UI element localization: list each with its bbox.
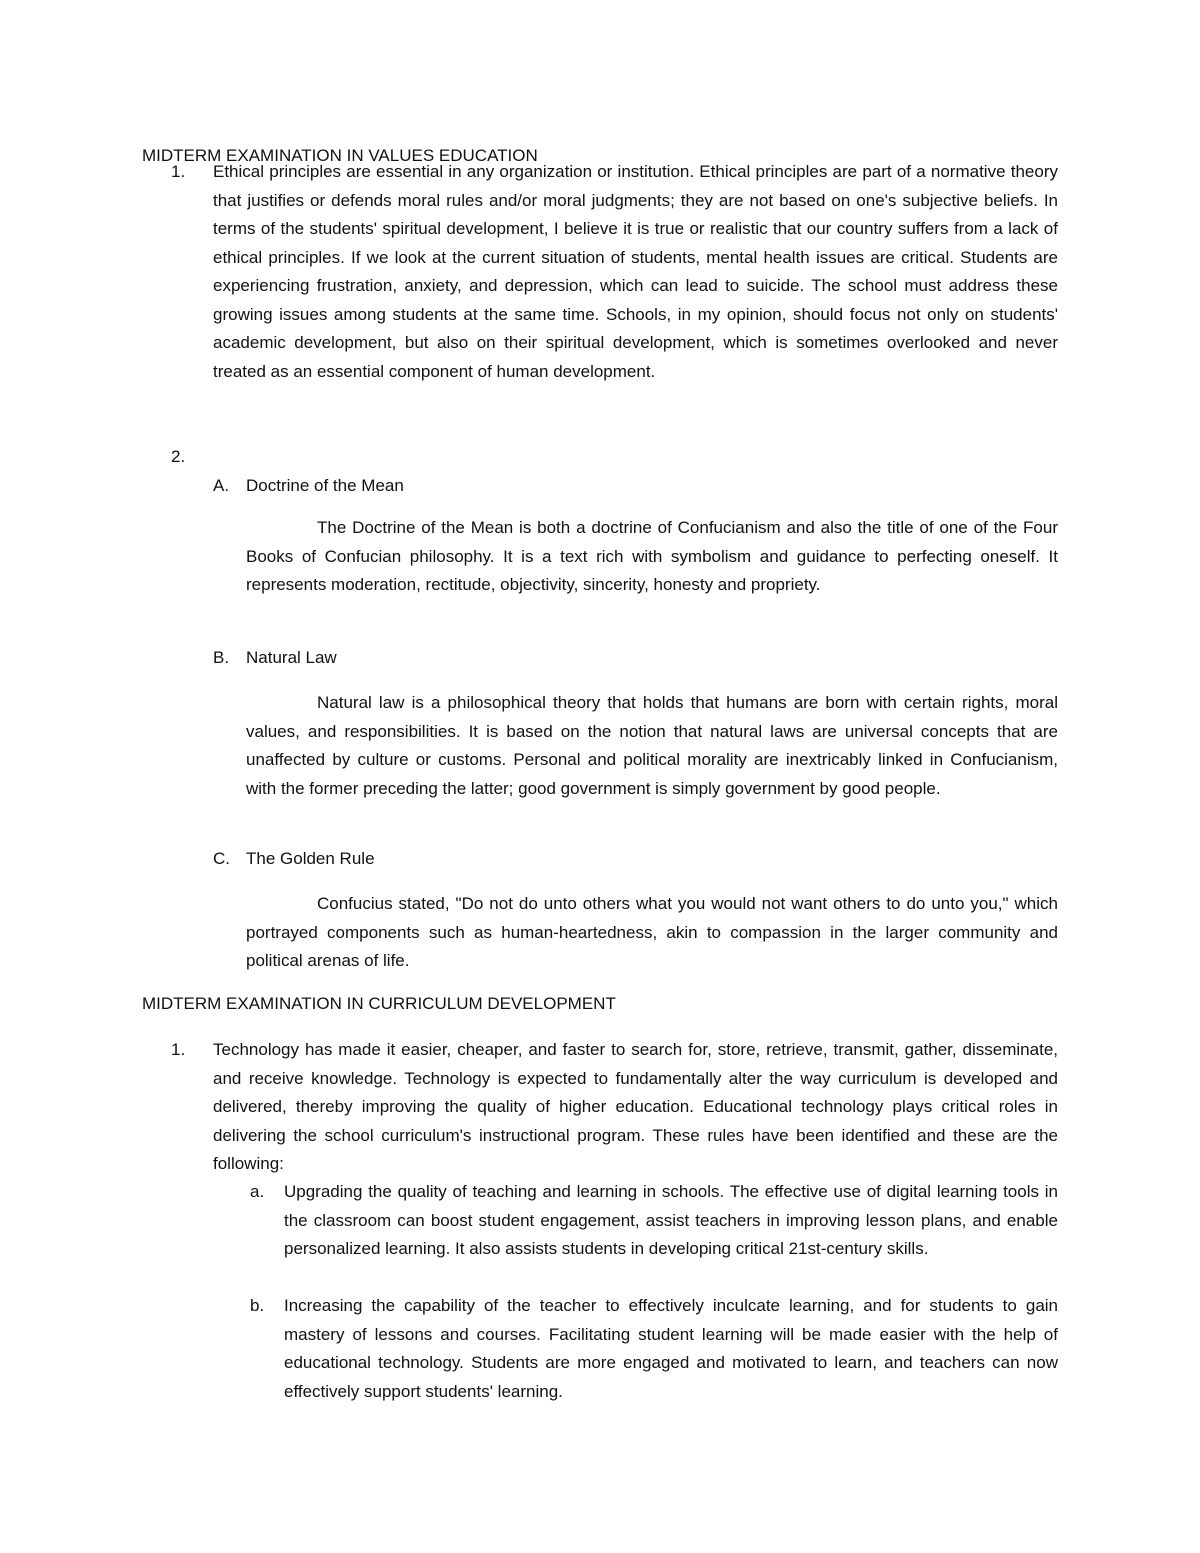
item-a-paragraph: The Doctrine of the Mean is both a doctrine of Confucianism and also the title of one of the Four Books of Confucian philosophy. It is a text rich with symbolism and guidance to perfecting oneself. It represents moderation, rectitude, objectivity, sincerity, honesty and propriety. xyxy=(246,518,1058,594)
subitem-b-paragraph: Increasing the capability of the teacher to effectively inculcate learning, and for students to gain mastery of lessons and courses. Facilitating student learning will be made easier with the help of educational technology. Students are more engaged and motivated to learn, and teachers can now effectively support students' learning. xyxy=(284,1296,1058,1401)
item-b-title: Natural Law xyxy=(246,648,337,667)
subitem-b-letter: b. xyxy=(250,1296,265,1315)
item-a-title: Doctrine of the Mean xyxy=(246,476,404,495)
values-q1-number: 1. xyxy=(171,162,186,181)
values-exam-title: MIDTERM EXAMINATION IN VALUES EDUCATION xyxy=(142,146,538,165)
item-c-title: The Golden Rule xyxy=(246,849,375,868)
values-q1-paragraph: Ethical principles are essential in any organization or institution. Ethical principles are part of a normative theory that justifies or defends moral rules and/or moral judgments; they are not based on one's subjective beliefs. In terms of the students' spiritual development, I believe it is true or realistic that our country suffers from a lack of ethical principles. If we look at the current situation of students, mental health issues are critical. Students are experiencing frustration, anxiety, and depression, which can lead to suicide. The school must address these growing issues among students at the same time. Schools, in my opinion, should focus not only on students' academic development, but also on their spiritual development, which is sometimes overlooked and never treated as an essential component of human development. xyxy=(213,162,1058,381)
curriculum-q1-paragraph: Technology has made it easier, cheaper, and faster to search for, store, retrieve, transmit, gather, disseminate, and receive knowledge. Technology is expected to fundamentally alter the way curriculum is developed and delivered, thereby improving the quality of higher education. Educational technology plays critical roles in delivering the school curriculum's instructional program. These rules have been identified and these are the following: xyxy=(213,1040,1058,1173)
subitem-a-paragraph: Upgrading the quality of teaching and learning in schools. The effective use of digital learning tools in the classroom can boost student engagement, assist teachers in improving lesson plans, and enable personalized learning. It also assists students in developing critical 21st-century skills. xyxy=(284,1182,1058,1258)
subitem-a-letter: a. xyxy=(250,1182,265,1201)
curriculum-q1-number: 1. xyxy=(171,1040,186,1059)
item-a-letter: A. xyxy=(213,476,230,495)
item-b-paragraph: Natural law is a philosophical theory that holds that humans are born with certain rights, moral values, and responsibilities. It is based on the notion that natural laws are universal concepts that are unaffected by culture or customs. Personal and political morality are inextricably linked in Confucianism, with the former preceding the latter; good government is simply government by good people. xyxy=(246,693,1058,798)
item-b-letter: B. xyxy=(213,648,230,667)
curriculum-exam-title: MIDTERM EXAMINATION IN CURRICULUM DEVELOPMENT xyxy=(142,994,616,1013)
item-c-paragraph: Confucius stated, "Do not do unto others what you would not want others to do unto you," which portrayed components such as human-heartedness, akin to compassion in the larger community and political arenas of life. xyxy=(246,894,1058,970)
values-q2-number: 2. xyxy=(171,447,186,466)
item-c-letter: C. xyxy=(213,849,230,868)
